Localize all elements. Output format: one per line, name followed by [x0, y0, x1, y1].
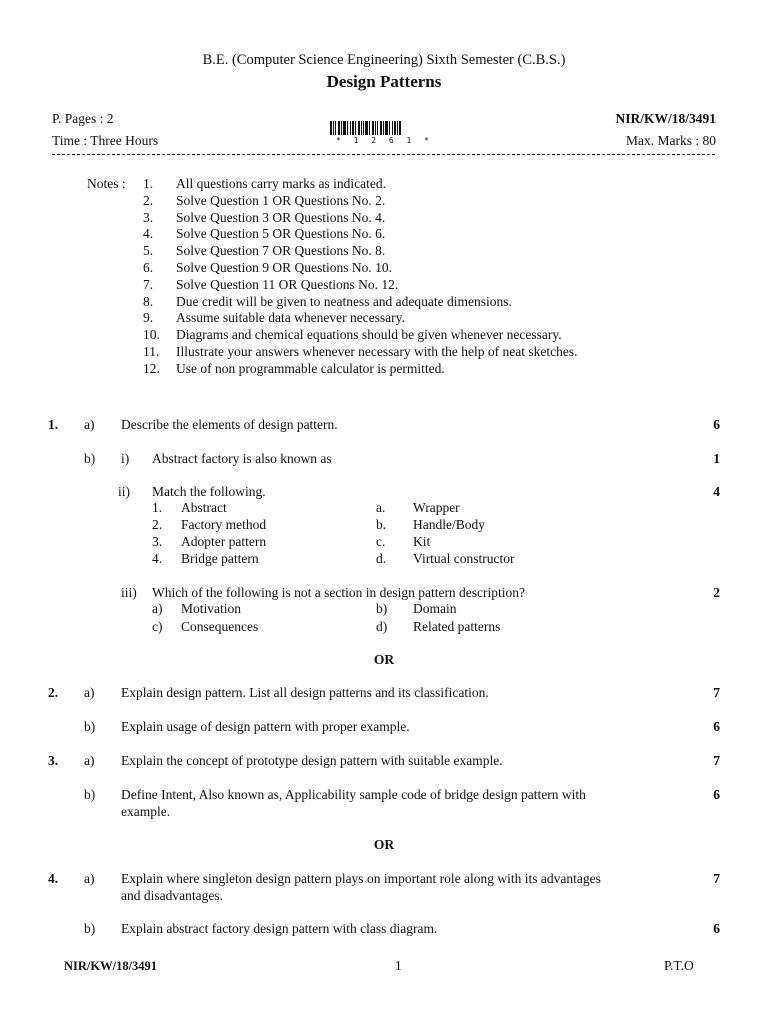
option-label: c)	[152, 619, 163, 634]
question-text: Explain abstract factory design pattern with class diagram.	[121, 921, 438, 936]
note-number: 10.	[143, 327, 160, 342]
question-number: 1.	[48, 417, 59, 432]
subpart-label: a)	[84, 871, 95, 886]
marks: 6	[713, 417, 720, 432]
option-text: Consequences	[181, 619, 259, 634]
question-number: 4.	[48, 871, 59, 886]
item-label: iii)	[121, 585, 137, 600]
note-number: 6.	[143, 260, 154, 275]
match-right-n: d.	[376, 551, 387, 566]
note-number: 4.	[143, 226, 154, 241]
question-number: 3.	[48, 753, 59, 768]
note-text: Solve Question 3 OR Questions No. 4.	[176, 210, 386, 225]
subpart-label: a)	[84, 417, 95, 432]
question-text: Define Intent, Also known as, Applicability sample code of bridge design pattern with	[121, 787, 586, 802]
note-number: 5.	[143, 243, 154, 258]
note-text: Assume suitable data whenever necessary.	[176, 310, 405, 325]
note-number: 12.	[143, 361, 160, 376]
note-text: Diagrams and chemical equations should be given whenever necessary.	[176, 327, 562, 342]
note-text: Solve Question 5 OR Questions No. 6.	[176, 226, 386, 241]
subject-title: Design Patterns	[326, 72, 442, 91]
marks: 7	[713, 685, 720, 700]
question-text-continued: and disadvantages.	[121, 888, 223, 903]
subpart-label: a)	[84, 753, 95, 768]
header-divider	[52, 154, 715, 155]
question-text-continued: example.	[121, 804, 171, 819]
marks: 7	[713, 753, 720, 768]
note-text: Due credit will be given to neatness and adequate dimensions.	[176, 294, 512, 309]
question-text: Which of the following is not a section in design pattern description?	[152, 585, 526, 600]
match-left-n: 2.	[152, 517, 163, 532]
note-text: Solve Question 1 OR Questions No. 2.	[176, 193, 386, 208]
question-text: Explain usage of design pattern with proper example.	[121, 719, 410, 734]
match-right-n: c.	[376, 534, 386, 549]
question-text: Explain where singleton design pattern plays on important role along with its advantages	[121, 871, 601, 886]
match-left-text: Abstract	[181, 500, 227, 515]
or-separator: OR	[373, 652, 395, 667]
marks: 4	[713, 484, 720, 499]
page-turn-note: P.T.O	[664, 958, 694, 973]
note-number: 1.	[143, 176, 154, 191]
match-right-text: Kit	[413, 534, 431, 549]
marks: 6	[713, 719, 720, 734]
option-label: d)	[376, 619, 388, 634]
note-number: 11.	[143, 344, 160, 359]
note-number: 8.	[143, 294, 154, 309]
subpart-label: b)	[84, 921, 96, 936]
question-text: Explain the concept of prototype design pattern with suitable example.	[121, 753, 503, 768]
match-right-text: Wrapper	[413, 500, 460, 515]
match-right-n: b.	[376, 517, 387, 532]
note-text: Solve Question 9 OR Questions No. 10.	[176, 260, 392, 275]
page-number: 1	[395, 958, 402, 973]
marks: 6	[713, 787, 720, 802]
note-text: Illustrate your answers whenever necessary with the help of neat sketches.	[176, 344, 578, 359]
option-label: a)	[152, 601, 163, 616]
match-left-n: 1.	[152, 500, 163, 515]
barcode-number: * 1 2 6 1 *	[336, 136, 433, 145]
course-title: B.E. (Computer Science Engineering) Sixth Semester (C.B.S.)	[202, 52, 566, 68]
subpart-label: b)	[84, 719, 96, 734]
note-text: Use of non programmable calculator is permitted.	[176, 361, 445, 376]
marks: 6	[713, 921, 720, 936]
question-text: Abstract factory is also known as	[152, 451, 332, 466]
marks: 7	[713, 871, 720, 886]
marks: 1	[713, 451, 720, 466]
match-left-text: Adopter pattern	[181, 534, 267, 549]
max-marks: Max. Marks : 80	[626, 133, 716, 148]
note-text: Solve Question 7 OR Questions No. 8.	[176, 243, 386, 258]
note-text: Solve Question 11 OR Questions No. 12.	[176, 277, 399, 292]
item-label: ii)	[118, 484, 130, 499]
question-text: Explain design pattern. List all design patterns and its classification.	[121, 685, 489, 700]
exam-duration: Time : Three Hours	[52, 133, 159, 148]
paper-code: NIR/KW/18/3491	[615, 111, 716, 126]
or-separator: OR	[373, 837, 395, 852]
match-right-text: Virtual constructor	[413, 551, 515, 566]
marks: 2	[713, 585, 720, 600]
note-number: 7.	[143, 277, 154, 292]
match-left-text: Factory method	[181, 517, 267, 532]
note-number: 2.	[143, 193, 154, 208]
question-text: Describe the elements of design pattern.	[121, 417, 338, 432]
option-text: Motivation	[181, 601, 241, 616]
question-number: 2.	[48, 685, 59, 700]
subpart-label: b)	[84, 451, 96, 466]
match-right-text: Handle/Body	[413, 517, 485, 532]
match-left-n: 3.	[152, 534, 163, 549]
note-number: 3.	[143, 210, 154, 225]
option-label: b)	[376, 601, 388, 616]
note-text: All questions carry marks as indicated.	[176, 176, 386, 191]
subpart-label: b)	[84, 787, 96, 802]
question-text: Match the following.	[152, 484, 266, 499]
item-label: i)	[121, 451, 130, 466]
notes-label: Notes :	[87, 176, 126, 191]
match-left-n: 4.	[152, 551, 163, 566]
match-left-text: Bridge pattern	[181, 551, 259, 566]
option-text: Domain	[413, 601, 457, 616]
barcode-image	[330, 121, 412, 135]
match-right-n: a.	[376, 500, 386, 515]
option-text: Related patterns	[413, 619, 501, 634]
subpart-label: a)	[84, 685, 95, 700]
page-count: P. Pages : 2	[52, 111, 114, 126]
note-number: 9.	[143, 310, 154, 325]
footer-code: NIR/KW/18/3491	[64, 959, 158, 973]
